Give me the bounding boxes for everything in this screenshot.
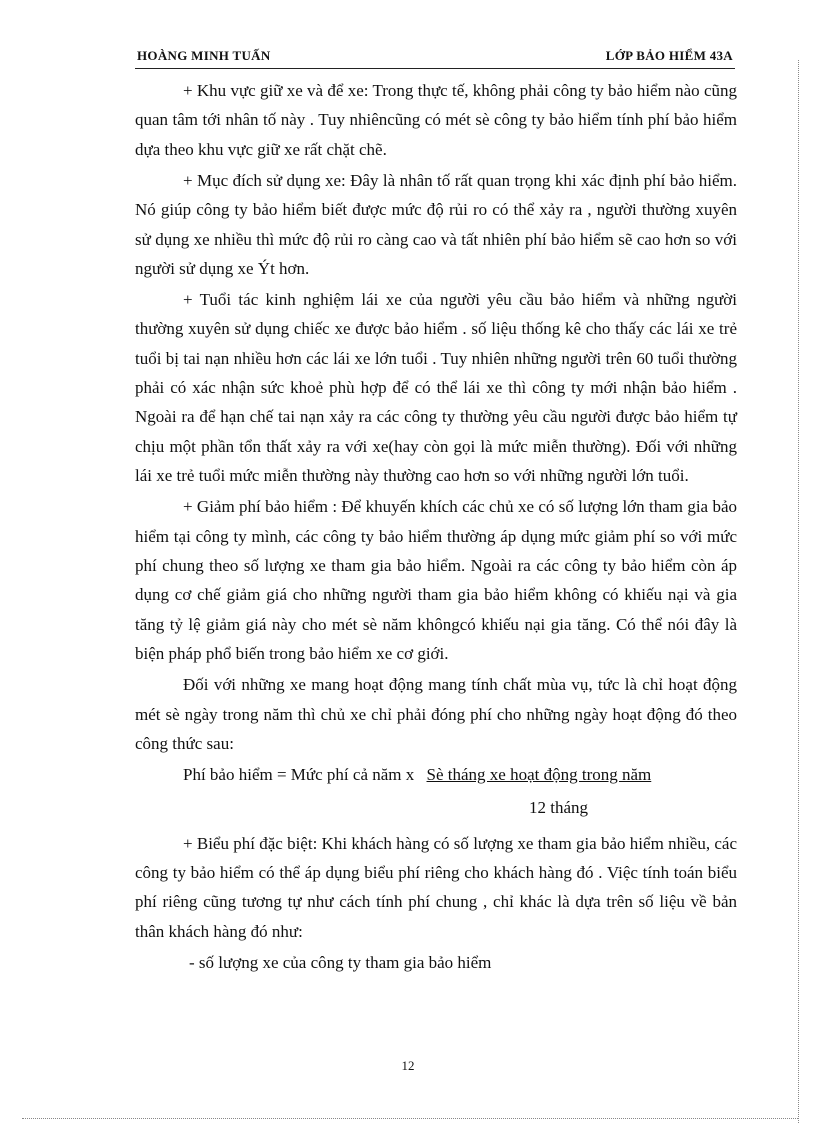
paragraph-parking-area: + Khu vực giữ xe và để xe: Trong thực tế, không phải công ty bảo hiểm nào cũng quan tâm tới nhân tố này . Tuy nhiêncũng có mét sè công ty bảo hiểm tính phí bảo hiểm dựa theo khu vực giữ xe rất chặt chẽ.: [135, 81, 737, 159]
paragraph-premium-discount: + Giảm phí bảo hiểm : Để khuyến khích các chủ xe có số lượng lớn tham gia bảo hiểm tại công ty mình, các công ty bảo hiểm thường áp dụng mức giảm phí so với mức phí chung theo số lượng xe tham gia bảo hiểm. Ngoài ra các công ty bảo hiểm còn áp dụng cơ chế giảm giá cho những người tham gia bảo hiểm không có khiếu nại và gia tăng tỷ lệ giảm giá này cho mét sè năm khôngcó khiếu nại gia tăng. Có thể nói đây là biện pháp phổ biến trong bảo hiểm xe cơ giới.: [135, 497, 737, 664]
document-body: [135, 76, 737, 979]
page-edge-right: [798, 60, 799, 1123]
page-edge-bottom: [22, 1118, 798, 1119]
formula-numerator: Sè tháng xe hoạt động trong năm: [426, 764, 652, 784]
premium-formula: [135, 760, 737, 789]
paragraph-usage-purpose: + Mục đích sử dụng xe: Đây là nhân tố rất quan trọng khi xác định phí bảo hiểm. Nó giúp công ty bảo hiểm biết được mức độ rủi ro có thể xảy ra , người thường xuyên sử dụng xe nhiều thì mức độ rủi ro càng cao và tất nhiên phí bảo hiểm sẽ cao hơn so với người sử dụng xe Ýt hơn.: [135, 170, 737, 278]
paragraph-special-tariff: + Biểu phí đặc biệt: Khi khách hàng có số lượng xe tham gia bảo hiểm nhiều, các công ty bảo hiểm có thể áp dụng biểu phí riêng cho khách hàng đó . Việc tính toán biểu phí riêng cũng tương tự như cách tính phí chung , chỉ khác là dựa trên số liệu về bản thân khách hàng đó như:: [135, 833, 737, 941]
header-author: HOÀNG MINH TUẤN: [137, 48, 271, 63]
header-class-name: LỚP BẢO HIỂM 43A: [605, 48, 733, 63]
list-item: - số lượng xe của công ty tham gia bảo hiểm: [189, 952, 492, 972]
header-divider: [135, 68, 735, 69]
paragraph-seasonal-vehicles: Đối với những xe mang hoạt động mang tính chất mùa vụ, tức là chỉ hoạt động mét sè ngày trong năm thì chủ xe chỉ phải đóng phí cho những ngày hoạt động đó theo công thức sau:: [135, 675, 737, 753]
page-header: [137, 48, 733, 64]
paragraph-driver-age: + Tuổi tác kinh nghiệm lái xe của người yêu cầu bảo hiểm và những người thường xuyên sử dụng chiếc xe được bảo hiểm . số liệu thống kê cho thấy các lái xe trẻ tuổi bị tai nạn nhiều hơn các lái xe lớn tuổi . Tuy nhiên những người trên 60 tuổi thường phải có xác nhận sức khoẻ phù hợp để có thể lái xe thì công ty mới nhận bảo hiểm . Ngoài ra để hạn chế tai nạn xảy ra các công ty thường yêu cầu người được bảo hiểm tự chịu một phần tổn thất xảy ra với xe(hay còn gọi là mức miễn thường). Đối với những lái xe trẻ tuổi mức miễn thường này thường cao hơn so với những người lớn tuổi.: [135, 289, 737, 486]
formula-denominator: 12 tháng: [529, 798, 589, 818]
page-number: 12: [401, 1058, 415, 1073]
formula-lhs: Phí bảo hiểm = Mức phí cả năm x: [183, 764, 415, 784]
